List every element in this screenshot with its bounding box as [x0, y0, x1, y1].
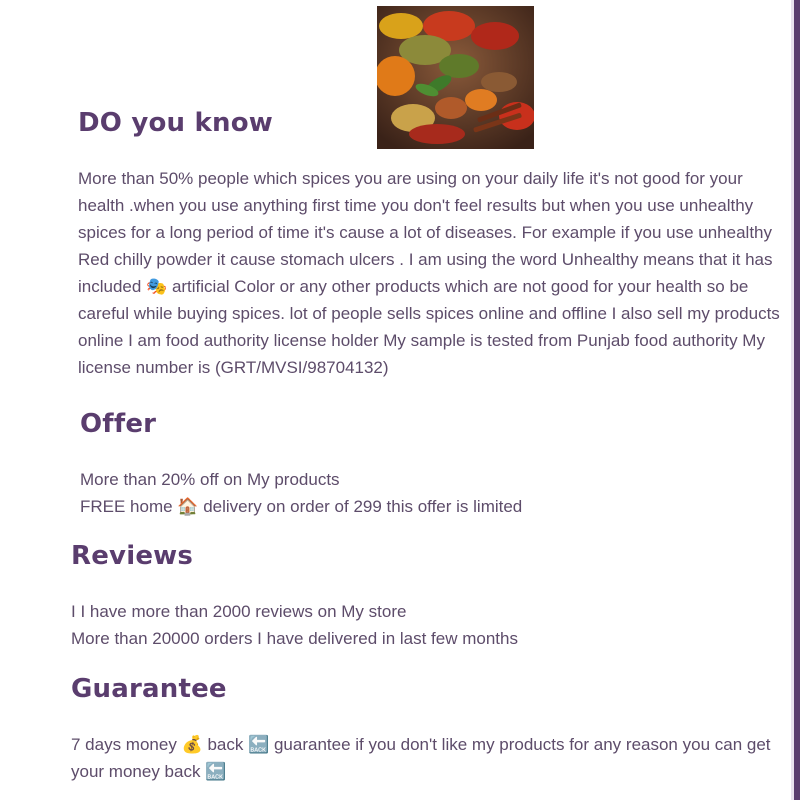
offer-line-2: FREE home 🏠 delivery on order of 299 this offer is limited — [80, 497, 523, 516]
spices-hero-image — [377, 6, 534, 149]
do-you-know-paragraph — [78, 165, 783, 381]
reviews-line-2: More than 20000 orders I have delivered in last few months — [71, 629, 518, 648]
right-edge-bar — [794, 0, 800, 800]
section-heading-do-you-know: DO you know — [78, 108, 273, 138]
reviews-paragraph — [71, 598, 771, 652]
guarantee-body: 7 days money 💰 back 🔙 guarantee if you don't like my products for any reason you can get your money back 🔙 — [71, 735, 771, 781]
do-you-know-body: More than 50% people which spices you are using on your daily life it's not good for your health .when you use anything first time you don't feel results but when you use unhealthy spices for a long period of time it's cause a lot of diseases. For example if you use unhealthy Red chilly powder it cause stomach ulcers . I am using the word Unhealthy means that it has included 🎭 artificial Color or any other products which are not good for your health so be careful while buying spices. lot of people sells spices online and offline I also sell my products online I am food authority license holder My sample is tested from Punjab food authority My license number is (GRT/MVSI/98704132) — [78, 169, 780, 377]
reviews-line-1: I I have more than 2000 reviews on My store — [71, 602, 407, 621]
section-heading-guarantee: Guarantee — [71, 674, 227, 704]
offer-paragraph — [80, 466, 780, 520]
guarantee-paragraph — [71, 731, 771, 785]
offer-line-1: More than 20% off on My products — [80, 470, 340, 489]
section-heading-offer: Offer — [80, 409, 157, 439]
section-heading-reviews: Reviews — [71, 541, 194, 571]
